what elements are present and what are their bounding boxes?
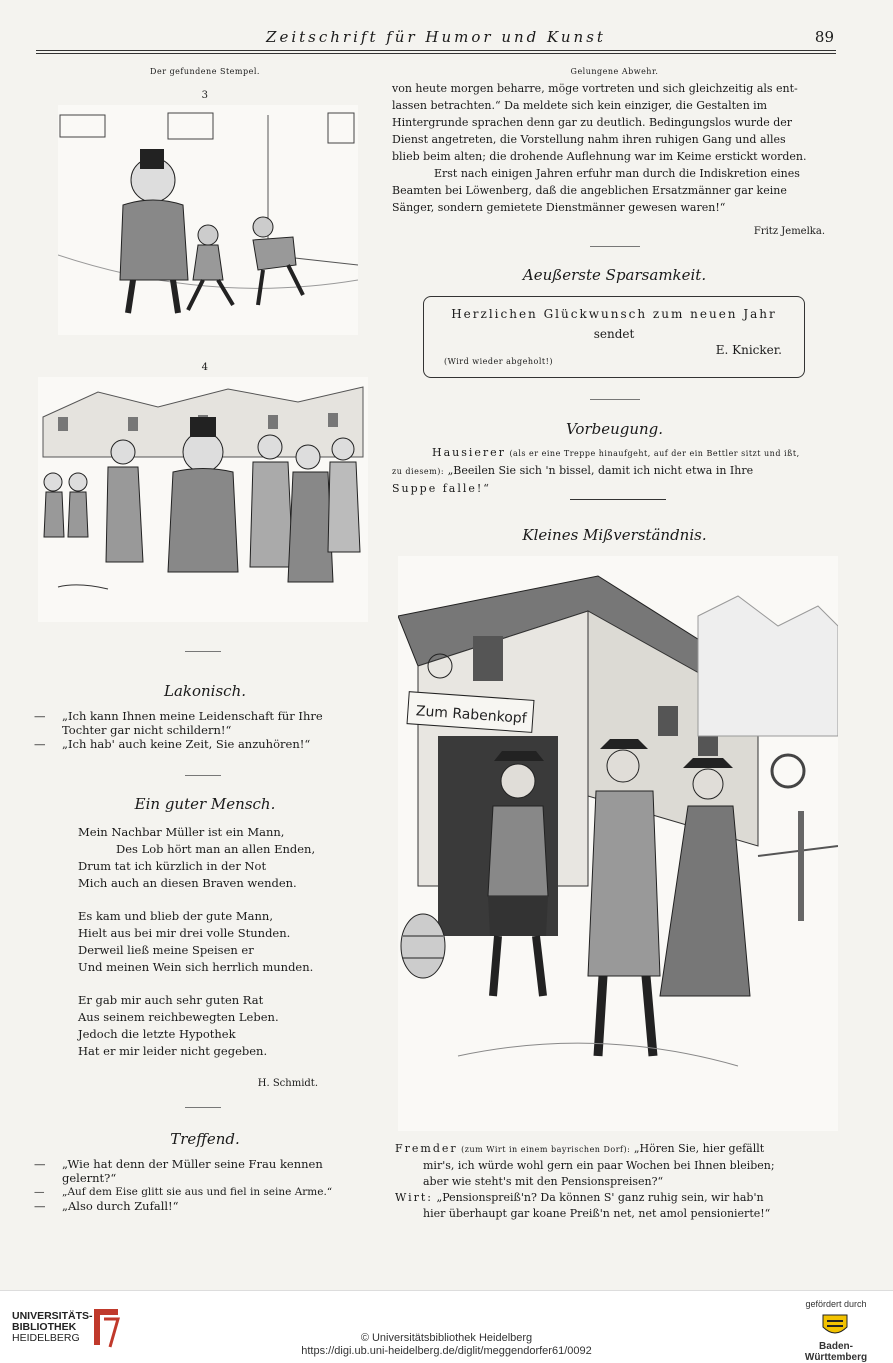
poem-line: Derweil ließ meine Speisen er	[78, 943, 254, 957]
text-line: Sänger, sondern gemietete Dienstmänner gewesen waren!“	[392, 201, 726, 214]
vorbeugung-text	[392, 444, 837, 497]
poem-line: Es kam und blieb der gute Mann,	[78, 909, 273, 923]
missverstaendnis-dialogue	[395, 1141, 840, 1222]
header-rule	[36, 53, 836, 54]
dialogue-line: „Ich hab' auch keine Zeit, Sie anzuhören!“	[62, 737, 311, 751]
poem-line: Drum tat ich kürzlich in der Not	[78, 859, 267, 873]
treffend-dialogue: — „Wie hat denn der Müller seine Frau kennen gelernt?“ — „Auf dem Eise glitt sie aus und fiel in seine Arme.“ — „Also durch Zufall!“	[62, 1156, 372, 1215]
section-divider	[185, 775, 221, 776]
text-line: Dienst angetreten, die Vorstellung nahm ihren ruhigen Gang und alles	[392, 133, 786, 146]
header-rule	[36, 50, 836, 51]
poem-line: Jedoch die letzte Hypothek	[78, 1027, 236, 1041]
dialogue-line: „Also durch Zufall!“	[62, 1199, 179, 1213]
footer-citation	[0, 1332, 893, 1358]
tavern-illustration	[398, 556, 838, 1131]
text-line: blieb beim alten; die drohende Auflehnung war im Keime erstickt worden.	[392, 150, 807, 163]
text-line: Suppe falle!“	[392, 482, 491, 495]
card-greeting: Herzlichen Glückwunsch zum neuen Jahr	[451, 307, 777, 321]
abwehr-text	[392, 80, 837, 216]
section-divider	[590, 399, 640, 400]
speaker: Fremder	[395, 1142, 458, 1155]
text-line: hier überhaupt gar koane Preiß'n net, net amol pensionierte!“	[423, 1207, 771, 1220]
page-number: 89	[814, 28, 834, 46]
speaker: Hausierer	[432, 446, 506, 459]
journal-title: Zeitschrift für Humor und Kunst	[266, 28, 606, 46]
tavern-illustration-drawing	[398, 556, 838, 1131]
text-line: Erst nach einigen Jahren erfuhr man durch die Indiskretion eines	[434, 167, 800, 180]
brand-line: HEIDELBERG	[12, 1332, 80, 1344]
poem-line: Mich auch an diesen Braven wenden.	[78, 876, 297, 890]
panel-number: 3	[201, 90, 209, 101]
poem-line: Mein Nachbar Müller ist ein Mann,	[78, 825, 285, 839]
right-caption: Gelungene Abwehr.	[570, 67, 659, 76]
dialogue-line: gelernt?“	[62, 1171, 117, 1185]
brand-line: UNIVERSITÄTS-	[12, 1310, 93, 1322]
panel-number: 4	[201, 362, 209, 373]
poem-line: Hielt aus bei mir drei volle Stunden.	[78, 926, 291, 940]
laconic-dialogue: — „Ich kann Ihnen meine Leidenschaft für Ihre Tochter gar nicht schildern!“ — „Ich hab' auch keine Zeit, Sie anzuhören!“	[62, 708, 372, 753]
section-divider	[185, 1107, 221, 1108]
text-line: von heute morgen beharre, möge vortreten und sich gleichzeitig als ent-	[392, 82, 798, 95]
text-line: Beamten bei Löwenberg, daß die angeblichen Ersatzmänner gar keine	[392, 184, 787, 197]
section-divider	[185, 651, 221, 652]
tavern-sign-text: Zum Rabenkopf	[415, 703, 528, 727]
poem-line: Hat er mir leider nicht gegeben.	[78, 1044, 268, 1058]
stage-direction: (als er eine Treppe hinaufgeht, auf der ein Bettler sitzt und ißt,	[509, 449, 800, 458]
page-header	[36, 22, 836, 54]
poem-line: Und meinen Wein sich herrlich munden.	[78, 960, 314, 974]
text-line: aber wie steht's mit den Pensionspreisen?“	[423, 1175, 664, 1188]
sparsam-title: Aeußerste Sparsamkeit.	[522, 266, 707, 284]
greeting-card	[423, 296, 805, 378]
dialogue-line: Tochter gar nicht schildern!“	[62, 723, 232, 737]
text-line: Hintergrunde sprachen denn gar zu deutlich. Bedingungslos wurde der	[392, 116, 793, 129]
poem-title: Ein guter Mensch.	[134, 795, 276, 813]
section-divider	[590, 246, 640, 247]
card-sendet: sendet	[593, 327, 635, 341]
sponsor-name: Baden-Württemberg	[804, 1341, 868, 1363]
missverstaendnis-title: Kleines Mißverständnis.	[522, 526, 707, 544]
poem-author: H. Schmidt.	[257, 1078, 318, 1089]
laconic-title: Lakonisch.	[163, 682, 246, 700]
text-line: lassen betrachten.“ Da meldete sich kein einziger, die Gestalten im	[392, 99, 768, 112]
copyright-text: © Universitätsbibliothek Heidelberg	[360, 1332, 533, 1344]
dialogue-line: „Auf dem Eise glitt sie aus und fiel in seine Arme.“	[62, 1186, 333, 1198]
cartoon-panel-4-drawing	[38, 377, 368, 622]
dialogue-line: „Ich kann Ihnen meine Leidenschaft für Ihre	[62, 709, 323, 723]
poem-line: Aus seinem reichbewegten Leben.	[78, 1010, 279, 1024]
sponsor-block	[791, 1299, 881, 1363]
poem-line: Er gab mir auch sehr guten Rat	[78, 993, 264, 1007]
poem-body	[78, 824, 348, 1060]
stage-direction: zu diesem):	[392, 467, 445, 476]
cartoon-panel-3-drawing	[58, 105, 358, 335]
dialogue-line: „Wie hat denn der Müller seine Frau kennen	[62, 1157, 323, 1171]
vorbeugung-title: Vorbeugung.	[565, 420, 664, 438]
text-line: „Pensionspreiß'n? Da können S' ganz ruhig sein, wir hab'n	[436, 1191, 764, 1204]
state-crest-icon	[821, 1313, 849, 1339]
card-sender: E. Knicker.	[715, 343, 782, 357]
card-note: (Wird wieder abgeholt!)	[444, 357, 553, 366]
sponsor-label: gefördert durch	[805, 1299, 867, 1309]
speaker: Wirt:	[395, 1191, 434, 1204]
left-caption: Der gefundene Stempel.	[150, 67, 260, 76]
section-divider	[570, 499, 666, 500]
text-line: „Beeilen Sie sich 'n bissel, damit ich nicht etwa in Ihre	[447, 464, 754, 477]
text-line: „Hören Sie, hier gefällt	[633, 1142, 765, 1155]
cartoon-panel-4	[38, 377, 368, 622]
text-line: mir's, ich würde wohl gern ein paar Wochen bei Ihnen bleiben;	[423, 1159, 775, 1172]
brand-line: BIBLIOTHEK	[12, 1321, 77, 1333]
abwehr-author: Fritz Jemelka.	[753, 226, 825, 237]
treffend-title: Treffend.	[170, 1130, 240, 1148]
source-url-link[interactable]: https://digi.ub.uni-heidelberg.de/diglit/meggendorfer61/0092	[301, 1345, 592, 1357]
library-footer	[0, 1290, 893, 1363]
poem-line: Des Lob hört man an allen Enden,	[116, 842, 316, 856]
cartoon-panel-3	[58, 105, 358, 335]
stage-direction: (zum Wirt in einem bayrischen Dorf):	[461, 1145, 631, 1154]
